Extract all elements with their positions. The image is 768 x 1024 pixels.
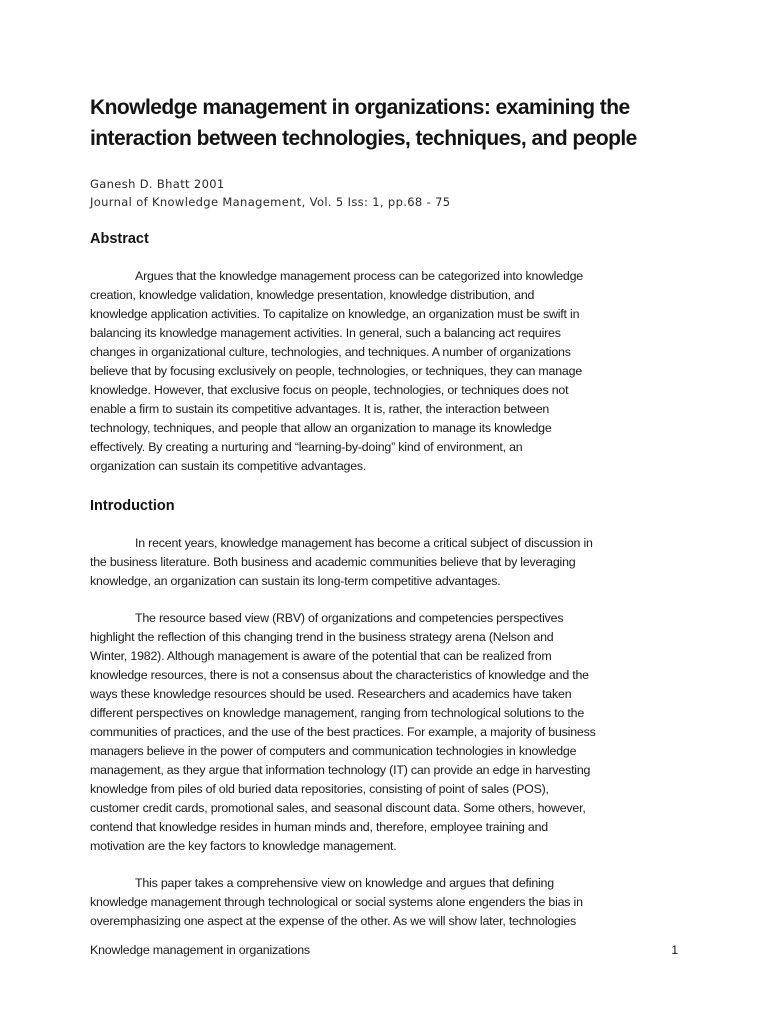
- abstract-line: changes in organizational culture, technologies, and techniques. A number of organizations: [90, 345, 571, 359]
- intro-paragraph-1: [90, 534, 680, 591]
- abstract-line: creation, knowledge validation, knowledge presentation, knowledge distribution, and: [90, 288, 535, 302]
- intro-line: communities of practices, and the use of the best practices. For example, a majority of business: [90, 725, 596, 739]
- intro-line: knowledge resources, there is not a consensus about the characteristics of knowledge and the: [90, 668, 589, 682]
- journal-line: Journal of Knowledge Management, Vol. 5 Iss: 1, pp.68 - 75: [90, 195, 451, 209]
- intro-line: customer credit cards, promotional sales, and seasonal discount data. Some others, however,: [90, 801, 586, 815]
- intro-line: ways these knowledge resources should be used. Researchers and academics have taken: [90, 687, 572, 701]
- intro-line: Winter, 1982). Although management is aware of the potential that can be realized from: [90, 649, 552, 663]
- intro-line: contend that knowledge resides in human minds and, therefore, employee training and: [90, 820, 548, 834]
- abstract-line: effectively. By creating a nurturing and “learning-by-doing” kind of environment, an: [90, 440, 523, 454]
- abstract-line: Argues that the knowledge management process can be categorized into knowledge: [135, 269, 583, 283]
- intro-line: different perspectives on knowledge management, ranging from technological solutions to the: [90, 706, 585, 720]
- abstract-line: knowledge application activities. To capitalize on knowledge, an organization must be swift in: [90, 307, 580, 321]
- abstract-line: technology, techniques, and people that allow an organization to manage its knowledge: [90, 421, 552, 435]
- abstract-line: organization can sustain its competitive advantages.: [90, 459, 367, 473]
- intro-line: the business literature. Both business and academic communities believe that by leveraging: [90, 555, 576, 569]
- intro-line: This paper takes a comprehensive view on knowledge and argues that defining: [135, 876, 554, 890]
- abstract-line: believe that by focusing exclusively on people, technologies, or techniques, they can manage: [90, 364, 583, 378]
- abstract-heading: Abstract: [90, 231, 149, 247]
- paper-title: [90, 92, 710, 154]
- introduction-heading: Introduction: [90, 498, 175, 514]
- citation-block: [90, 175, 690, 211]
- author-line: Ganesh D. Bhatt 2001: [90, 177, 225, 191]
- page-footer: [90, 941, 680, 959]
- page-number: 1: [671, 943, 678, 957]
- running-title: Knowledge management in organizations: [90, 943, 310, 957]
- title-line: Knowledge management in organizations: examining the: [90, 96, 630, 119]
- abstract-paragraph: [90, 267, 680, 476]
- intro-line: managers believe in the power of computers and communication technologies in knowledge: [90, 744, 577, 758]
- intro-line: knowledge from piles of old buried data repositories, consisting of point of sales (POS),: [90, 782, 549, 796]
- intro-line: overemphasizing one aspect at the expense of the other. As we will show later, technologies: [90, 914, 576, 928]
- abstract-line: knowledge. However, that exclusive focus on people, technologies, or techniques does not: [90, 383, 569, 397]
- intro-line: motivation are the key factors to knowledge management.: [90, 839, 397, 853]
- intro-line: In recent years, knowledge management has become a critical subject of discussion in: [135, 536, 593, 550]
- intro-line: The resource based view (RBV) of organizations and competencies perspectives: [135, 611, 564, 625]
- intro-line: management, as they argue that information technology (IT) can provide an edge in harvesting: [90, 763, 591, 777]
- intro-paragraph-2: [90, 609, 680, 856]
- intro-line: knowledge management through technological or social systems alone engenders the bias in: [90, 895, 583, 909]
- intro-line: knowledge, an organization can sustain its long-term competitive advantages.: [90, 574, 501, 588]
- title-line: interaction between technologies, techniques, and people: [90, 127, 637, 150]
- intro-paragraph-3: [90, 874, 680, 931]
- abstract-line: enable a firm to sustain its competitive advantages. It is, rather, the interaction between: [90, 402, 550, 416]
- intro-line: highlight the reflection of this changing trend in the business strategy arena (Nelson and: [90, 630, 554, 644]
- abstract-line: balancing its knowledge management activities. In general, such a balancing act requires: [90, 326, 561, 340]
